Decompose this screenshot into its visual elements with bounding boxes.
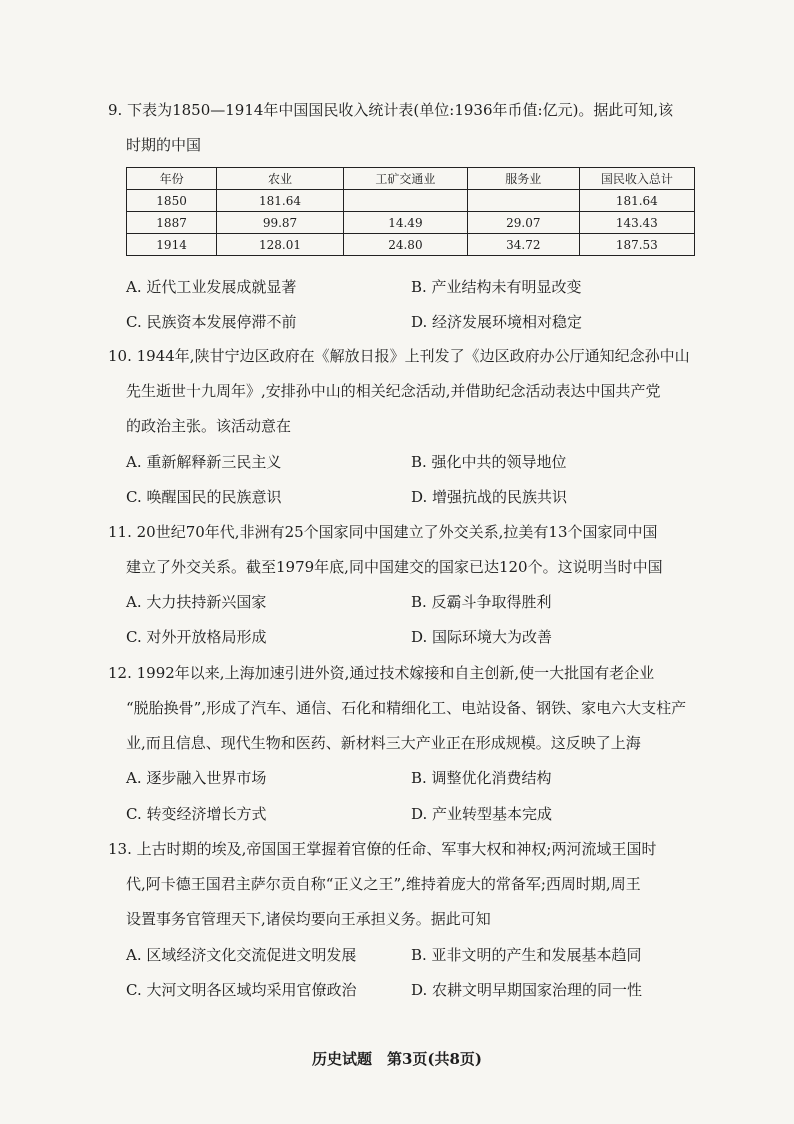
table-header-cell: 农业 [217,168,344,190]
q11-option-b[interactable]: B. 反霸斗争取得胜利 [411,593,552,611]
q10-stem-line-2: 先生逝世十九周年》,安排孙中山的相关纪念活动,并借助纪念活动表达中国共产党 [126,382,661,400]
q13-stem-line-3: 设置事务官管理天下,诸侯均要向王承担义务。据此可知 [126,910,491,928]
q11-stem-line-2: 建立了外交关系。截至1979年底,同中国建交的国家已达120个。这说明当时中国 [126,558,663,576]
table-cell: 181.64 [217,190,344,212]
table-header-cell: 年份 [127,168,217,190]
q9-option-d[interactable]: D. 经济发展环境相对稳定 [411,313,583,331]
table-row [127,234,695,256]
page-footer: 历史试题 第3页(共8页) [311,1050,483,1068]
table-cell: 181.64 [579,190,694,212]
q13-option-b[interactable]: B. 亚非文明的产生和发展基本趋同 [411,946,642,964]
table-header-cell: 服务业 [467,168,579,190]
table-cell: 1887 [127,212,217,234]
national-income-table [126,167,695,256]
q13-option-d[interactable]: D. 农耕文明早期国家治理的同一性 [411,981,643,999]
q10-option-b[interactable]: B. 强化中共的领导地位 [411,453,567,471]
q13-option-a[interactable]: A. 区域经济文化交流促进文明发展 [126,946,357,964]
q13-stem-line-2: 代,阿卡德王国君主萨尔贡自称“正义之王”,维持着庞大的常备军;西周时期,周王 [126,875,641,893]
table-cell: 187.53 [579,234,694,256]
q9-option-c[interactable]: C. 民族资本发展停滞不前 [126,313,297,331]
q9-option-a[interactable]: A. 近代工业发展成就显著 [126,278,297,296]
q9-option-b[interactable]: B. 产业结构未有明显改变 [411,278,582,296]
q12-option-c[interactable]: C. 转变经济增长方式 [126,805,267,823]
table-cell: 143.43 [579,212,694,234]
q12-option-a[interactable]: A. 逐步融入世界市场 [126,769,267,787]
table-cell: 1850 [127,190,217,212]
table-header-cell: 工矿交通业 [343,168,467,190]
q10-option-a[interactable]: A. 重新解释新三民主义 [126,453,282,471]
table-cell: 99.87 [217,212,344,234]
q13-stem-line-1: 13. 上古时期的埃及,帝国国王掌握着官僚的任命、军事大权和神权;两河流域王国时 [108,840,657,858]
table-cell: 14.49 [343,212,467,234]
table-cell: 1914 [127,234,217,256]
table-cell: 128.01 [217,234,344,256]
table-cell: 34.72 [467,234,579,256]
q10-option-c[interactable]: C. 唤醒国民的民族意识 [126,488,282,506]
q11-option-a[interactable]: A. 大力扶持新兴国家 [126,593,267,611]
q9-stem-line-2: 时期的中国 [126,136,202,154]
table-header-row [127,168,695,190]
table-row [127,212,695,234]
q9-stem-line-1: 9. 下表为1850—1914年中国国民收入统计表(单位:1936年币值:亿元)。据此可知,该 [108,101,674,119]
table-cell [467,190,579,212]
q11-option-d[interactable]: D. 国际环境大为改善 [411,628,553,646]
q10-stem-line-3: 的政治主张。该活动意在 [126,417,292,435]
q10-option-d[interactable]: D. 增强抗战的民族共识 [411,488,568,506]
table-cell: 24.80 [343,234,467,256]
q10-stem-line-1: 10. 1944年,陕甘宁边区政府在《解放日报》上刊发了《边区政府办公厅通知纪念孙中山 [108,347,690,365]
q11-option-c[interactable]: C. 对外开放格局形成 [126,628,267,646]
q12-stem-line-3: 业,而且信息、现代生物和医药、新材料三大产业正在形成规模。这反映了上海 [126,734,641,752]
q12-option-b[interactable]: B. 调整优化消费结构 [411,769,552,787]
q11-stem-line-1: 11. 20世纪70年代,非洲有25个国家同中国建立了外交关系,拉美有13个国家同中国 [108,523,658,541]
table-cell [343,190,467,212]
q12-stem-line-1: 12. 1992年以来,上海加速引进外资,通过技术嫁接和自主创新,使一大批国有老企业 [108,664,655,682]
table-cell: 29.07 [467,212,579,234]
q13-option-c[interactable]: C. 大河文明各区域均采用官僚政治 [126,981,357,999]
q12-option-d[interactable]: D. 产业转型基本完成 [411,805,553,823]
table-row [127,190,695,212]
q12-stem-line-2: “脱胎换骨”,形成了汽车、通信、石化和精细化工、电站设备、钢铁、家电六大支柱产 [126,699,687,717]
table-header-cell: 国民收入总计 [579,168,694,190]
